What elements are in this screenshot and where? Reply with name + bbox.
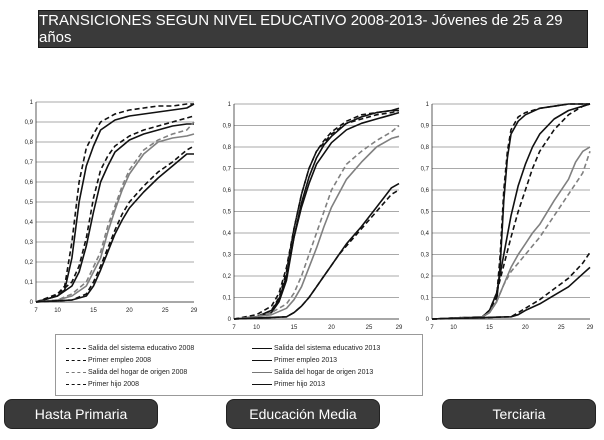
x-tick-label: 20: [522, 325, 529, 331]
series-line: [36, 146, 194, 302]
y-tick-label: 0,2: [222, 274, 231, 280]
y-tick-label: 1: [227, 102, 231, 108]
y-tick-label: 0,7: [24, 160, 33, 166]
legend-label: Primer empleo 2013: [274, 356, 338, 364]
legend-item: [66, 343, 194, 353]
legend-label: Salida del hogar de origen 2008: [88, 368, 188, 376]
x-tick-label: 29: [190, 308, 198, 314]
legend-item: [66, 379, 139, 389]
series-line: [432, 267, 590, 319]
y-tick-label: 0,8: [420, 145, 429, 151]
legend-label: Primer hijo 2013: [274, 380, 325, 388]
y-tick-label: 0,1: [222, 295, 231, 302]
y-tick-label: 0,5: [24, 200, 33, 206]
legend: [55, 334, 423, 396]
x-tick-label: 15: [290, 325, 298, 331]
x-tick-label: 10: [450, 325, 457, 331]
legend-item: [252, 379, 325, 389]
y-tick-label: 0,4: [222, 231, 231, 237]
series-line: [234, 184, 399, 319]
series-line: [36, 124, 194, 302]
y-tick-label: 0,4: [420, 231, 429, 237]
series-line: [36, 134, 194, 302]
legend-label: Salida del hogar de origen 2013: [274, 368, 374, 376]
y-tick-label: 0,7: [222, 166, 231, 173]
y-tick-label: 0: [425, 317, 429, 323]
chart-title: TRANSICIONES SEGUN NIVEL EDUCATIVO 2008-2013- Jóvenes de 25 a 29 años: [38, 10, 588, 48]
y-tick-label: 1: [425, 102, 429, 108]
y-tick-label: 0,8: [222, 145, 231, 151]
series-line: [432, 252, 590, 319]
x-tick-label: 10: [253, 325, 260, 331]
chart-panel-educacion-media: [220, 100, 405, 335]
y-tick-label: 0,1: [24, 280, 33, 286]
x-tick-label: 20: [126, 308, 133, 314]
y-tick-label: 0: [29, 300, 33, 306]
x-tick-label: 29: [395, 325, 403, 331]
y-tick-label: 0,9: [420, 123, 429, 130]
legend-label: Primer hijo 2008: [88, 380, 139, 388]
x-tick-label: 15: [90, 308, 97, 314]
y-tick-label: 0,3: [420, 252, 429, 259]
legend-swatch: [66, 360, 86, 361]
terciaria-button[interactable]: Terciaria: [442, 399, 596, 429]
legend-item: [252, 343, 380, 353]
legend-swatch: [252, 384, 272, 385]
series-line: [36, 104, 194, 302]
series-line: [36, 154, 194, 302]
y-tick-label: 0,3: [24, 240, 33, 246]
y-tick-label: 0,9: [24, 120, 33, 126]
x-tick-label: 25: [161, 308, 169, 314]
x-tick-label: 29: [586, 325, 594, 331]
x-tick-label: 7: [34, 308, 38, 314]
legend-label: Salida del sistema educativo 2013: [274, 344, 381, 352]
y-tick-label: 0,6: [222, 188, 231, 194]
x-tick-label: 25: [557, 325, 565, 331]
chart-panel-terciaria: [418, 100, 596, 335]
series-line: [36, 104, 194, 302]
legend-item: [66, 355, 151, 365]
x-tick-label: 20: [328, 325, 335, 331]
legend-swatch: [252, 360, 272, 361]
educacion-media-button[interactable]: Educación Media: [226, 399, 380, 429]
y-tick-label: 0,9: [222, 123, 231, 130]
y-tick-label: 0,8: [24, 140, 33, 146]
legend-item: [66, 367, 187, 377]
y-tick-label: 1: [29, 100, 33, 106]
y-tick-label: 0,4: [24, 220, 33, 226]
legend-label: Primer empleo 2008: [88, 356, 152, 364]
y-tick-label: 0,7: [420, 166, 429, 173]
legend-item: [252, 355, 337, 365]
x-tick-label: 7: [430, 325, 434, 331]
legend-swatch: [252, 372, 272, 373]
y-tick-label: 0,5: [222, 209, 231, 216]
hasta-primaria-button[interactable]: Hasta Primaria: [4, 399, 158, 429]
legend-swatch: [66, 384, 86, 385]
chart-panel-hasta-primaria: [22, 98, 200, 318]
y-tick-label: 0,2: [24, 260, 33, 266]
legend-swatch: [66, 372, 86, 373]
y-tick-label: 0: [227, 317, 231, 323]
y-tick-label: 0,2: [420, 274, 429, 280]
x-tick-label: 7: [232, 325, 236, 331]
legend-swatch: [252, 348, 272, 349]
x-tick-label: 15: [486, 325, 493, 331]
x-tick-label: 10: [54, 308, 61, 314]
y-tick-label: 0,6: [420, 188, 429, 194]
series-line: [234, 126, 399, 320]
legend-swatch: [66, 348, 86, 349]
x-tick-label: 25: [365, 325, 373, 331]
y-tick-label: 0,5: [420, 209, 429, 216]
y-tick-label: 0,1: [420, 295, 429, 302]
legend-item: [252, 367, 373, 377]
y-tick-label: 0,3: [222, 252, 231, 259]
legend-label: Salida del sistema educativo 2008: [88, 344, 195, 352]
y-tick-label: 0,6: [24, 180, 33, 186]
